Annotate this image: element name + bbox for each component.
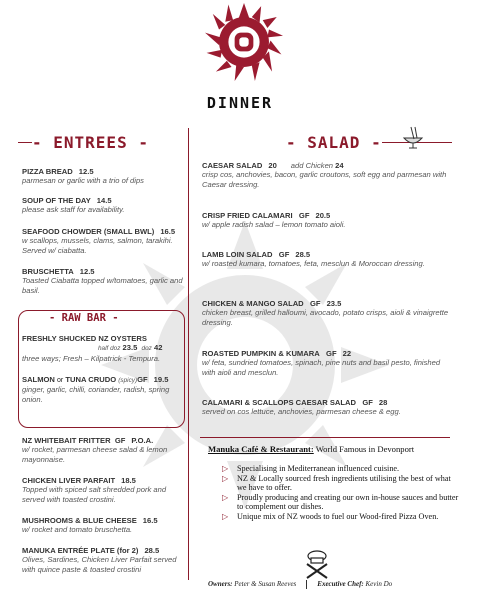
- menu-item: [202, 349, 452, 377]
- item-price: 28.5: [144, 546, 160, 555]
- item-price: 12.5: [78, 167, 94, 176]
- column-divider: [188, 128, 189, 580]
- item-name: PIZZA BREAD: [22, 167, 73, 176]
- menu-item: [22, 546, 184, 574]
- item-price: 16.5: [142, 516, 158, 525]
- item-name: CAESAR SALAD: [202, 161, 263, 170]
- menu-item: [202, 398, 452, 417]
- item-desc: Olives, Sardines, Chicken Liver Parfait served with quince paste & toasted crostini: [22, 555, 177, 574]
- menu-item: [22, 196, 184, 215]
- triangle-bullet-icon: ▷: [222, 511, 229, 521]
- dozen-label: doz: [141, 345, 152, 353]
- item-desc: w/ rocket, parmesan cheese salad & lemon mayonnaise.: [22, 445, 168, 464]
- raw-bar-heading: - RAW BAR -: [46, 312, 122, 324]
- item-desc: w/ rocket and tomato bruschetta.: [22, 525, 133, 535]
- menu-item: [22, 516, 184, 535]
- item-name: NZ WHITEBAIT FRITTER: [22, 436, 111, 445]
- item-gf: GF: [326, 349, 337, 358]
- item-price: 19.5: [153, 375, 169, 384]
- owners-label: Owners:: [208, 580, 233, 589]
- menu-item: [22, 167, 184, 186]
- menu-item: [202, 161, 452, 189]
- item-gf: GF: [137, 375, 148, 384]
- item-name: BRUSCHETTA: [22, 267, 74, 276]
- item-desc: three ways; Fresh – Kilpatrick - Tempura.: [22, 353, 161, 363]
- item-spicy: (spicy): [118, 377, 138, 384]
- item-or: or: [57, 377, 64, 384]
- item-name: SEAFOOD CHOWDER (SMALL BWL): [22, 227, 155, 236]
- item-gf: GF: [310, 299, 321, 308]
- chef-label: Executive Chef:: [317, 580, 364, 589]
- item-price: 14.5: [96, 196, 112, 205]
- half-dozen-price: 23.5: [122, 343, 138, 353]
- menu-item: [22, 436, 184, 464]
- item-price: 28: [378, 398, 388, 407]
- item-price: 18.5: [121, 476, 136, 485]
- item-desc: served on cos lettuce, anchovies, parmesan cheese & egg.: [202, 407, 401, 417]
- item-desc: please ask staff for availability.: [22, 205, 125, 215]
- item-price: P.O.A.: [131, 436, 154, 445]
- menu-item: [202, 250, 452, 269]
- item-gf: GF: [114, 436, 126, 445]
- item-gf: GF: [278, 250, 290, 259]
- owners-names: Peter & Susan Reeves: [234, 580, 297, 589]
- footer-credits: [208, 580, 392, 589]
- item-name: SOUP OF THE DAY: [22, 196, 91, 205]
- restaurant-name: Manuka Café & Restaurant:: [208, 444, 314, 454]
- item-name: MUSHROOMS & BLUE CHEESE: [22, 516, 137, 525]
- item-price: 12.5: [79, 267, 95, 276]
- manuka-heading: [208, 444, 414, 454]
- dozen-price: 42: [153, 343, 163, 353]
- menu-item: [22, 267, 184, 295]
- menu-item: [202, 211, 452, 230]
- item-name: ROASTED PUMPKIN & KUMARA: [202, 349, 320, 358]
- triangle-bullet-icon: ▷: [222, 464, 229, 473]
- entrees-heading-rule: [18, 142, 32, 143]
- menu-item: [22, 334, 182, 363]
- item-name: SALMON: [22, 375, 55, 384]
- salad-heading: - SALAD -: [286, 133, 382, 152]
- item-desc: chicken breast, grilled halloumi, avocado, potato crisps, aioli & vinaigrette dressing.: [202, 308, 449, 327]
- item-desc: parmesan or garlic with a trio of dips: [22, 176, 144, 186]
- item-desc: Topped with spiced salt shredded pork and served with toasted crostini.: [22, 485, 167, 504]
- item-price: 22: [342, 349, 352, 358]
- restaurant-tagline: World Famous in Devonport: [315, 444, 415, 454]
- menu-item: [22, 375, 184, 404]
- chef-name: Kevin Do: [365, 580, 393, 589]
- item-price: 20: [268, 161, 277, 170]
- raw-bar-box: [18, 310, 185, 428]
- item-desc: crisp cos, anchovies, bacon, garlic croutons, soft egg and parmesan with Caesar dressing.: [202, 170, 447, 189]
- manuka-rule: [200, 437, 450, 438]
- menu-item: [22, 476, 184, 504]
- item-desc: w scallops, mussels, clams, salmon, tarakihi. Served w/ ciabatta.: [22, 236, 173, 255]
- item-name: MANUKA ENTRÉE PLATE (for 2): [22, 546, 139, 555]
- footer-separator: [306, 580, 307, 589]
- item-price: 28.5: [295, 250, 311, 259]
- item-name: CRISP FRIED CALAMARI: [202, 211, 293, 220]
- item-price: 16.5: [160, 227, 176, 236]
- cocktail-glass-icon: [400, 124, 426, 150]
- half-dozen-label: half doz: [98, 345, 121, 353]
- menu-item: [22, 227, 184, 255]
- chef-knives-icon: [304, 550, 330, 580]
- item-gf: GF: [298, 211, 310, 220]
- triangle-bullet-icon: ▷: [222, 473, 229, 483]
- item-name: CHICKEN & MANGO SALAD: [202, 299, 304, 308]
- item-name: CHICKEN LIVER PARFAIT: [22, 476, 116, 485]
- list-item: ▷ Specialising in Mediterranean influenced cuisine.: [222, 464, 400, 473]
- entrees-heading: - ENTREES -: [32, 133, 149, 152]
- list-item: ▷ Unique mix of NZ woods to fuel our Wood-fired Pizza Oven.: [222, 511, 439, 521]
- item-gf: GF: [362, 398, 373, 407]
- item-name: LAMB LOIN SALAD: [202, 250, 273, 259]
- menu-item: [202, 299, 452, 327]
- item-extra: add Chicken 24: [290, 161, 344, 170]
- item-price: 20.5: [315, 211, 331, 220]
- sun-logo-icon: [205, 3, 283, 81]
- list-item: ▷ NZ & Locally sourced fresh ingredients utilising the best of what we have to offer.: [222, 473, 451, 493]
- feature-list: [222, 464, 462, 522]
- item-desc: ginger, garlic, chilli, coriander, radish, spring onion.: [22, 385, 170, 404]
- item-name-2: TUNA CRUDO: [65, 375, 117, 384]
- item-desc: w/ feta, sundried tomatoes, spinach, pine nuts and basil pesto, finished with aioli and mesclun.: [202, 358, 441, 377]
- item-price: 23.5: [326, 299, 342, 308]
- item-name: FRESHLY SHUCKED NZ OYSTERS: [22, 334, 147, 343]
- list-item: ▷ Proudly producing and creating our own in-house sauces and butter to complement our dishes.: [222, 492, 459, 512]
- item-desc: Toasted Ciabatta topped w/tomatoes, garlic and basil.: [22, 276, 183, 295]
- menu-title: DINNER: [206, 94, 274, 112]
- triangle-bullet-icon: ▷: [222, 492, 229, 502]
- item-name: CALAMARI & SCALLOPS CAESAR SALAD: [202, 398, 356, 407]
- item-desc: w/ roasted kumara, tomatoes, feta, mesclun & Moroccan dressing.: [202, 259, 425, 269]
- item-desc: w/ apple radish salad – lemon tomato aioli.: [202, 220, 346, 230]
